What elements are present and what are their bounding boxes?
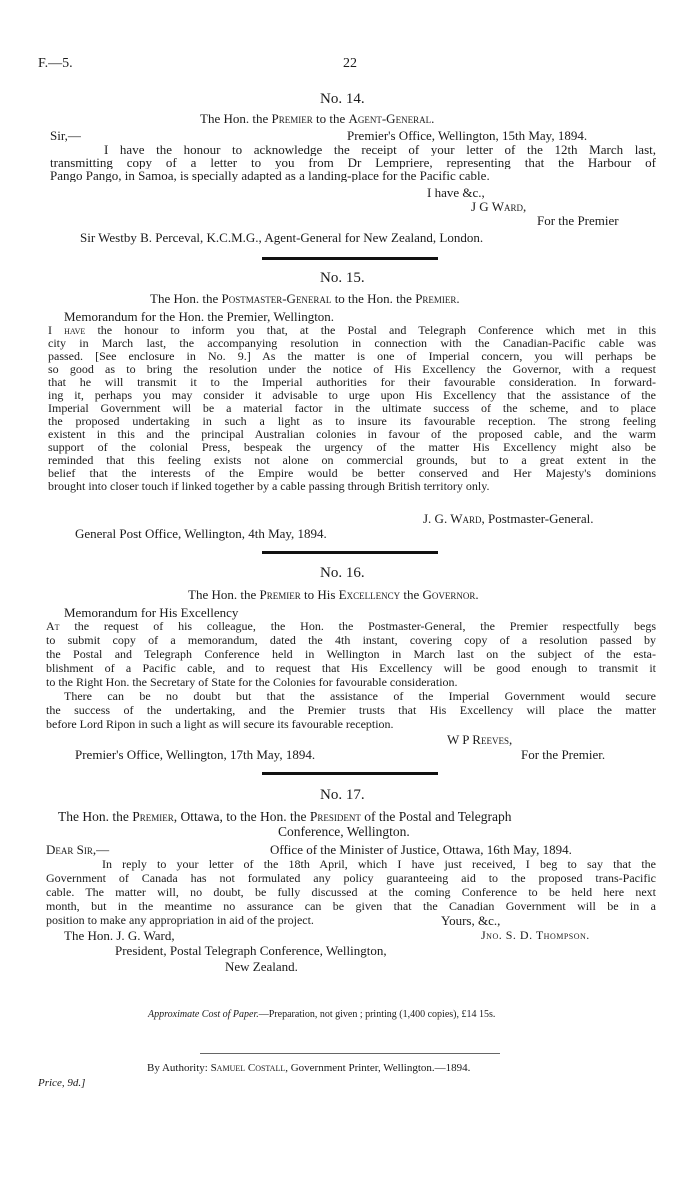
body-first-word: I have bbox=[48, 324, 86, 337]
letter-15-signature-role: Postmaster-General. bbox=[487, 511, 594, 526]
body-line: Imperial Government will be a material factor in the ultimate success of the scheme, and to place bbox=[48, 402, 656, 415]
body-line: existent in this and the principal Australian colonies in favour of the proposed cable, and the warm bbox=[48, 428, 656, 441]
cost-text: —Preparation, not given ; printing (1,400 copies), £14 15s. bbox=[258, 1009, 496, 1020]
letter-16-signature-role: For the Premier. bbox=[521, 747, 606, 762]
letter-17-title bbox=[58, 810, 512, 824]
letter-17-addressee-1: The Hon. J. G. Ward, bbox=[64, 928, 175, 943]
letter-14-body bbox=[50, 143, 656, 182]
letter-15-title bbox=[150, 292, 460, 306]
title-text: to the Hon. the bbox=[334, 291, 412, 306]
section-divider bbox=[262, 257, 438, 260]
body-line: to submit copy of a memorandum, dated the 4th instant, covering copy of a resolution passed by bbox=[46, 634, 656, 647]
title-to: Premier. bbox=[415, 291, 460, 306]
letter-17-salutation: Dear Sir,— bbox=[46, 842, 110, 857]
letter-17-body bbox=[46, 858, 656, 928]
letter-15-signature-line bbox=[423, 512, 594, 526]
letter-16-number: No. 16. bbox=[320, 565, 365, 581]
letter-14-place-date: Premier's Office, Wellington, 15th May, 1894. bbox=[347, 128, 588, 143]
title-text: to the bbox=[315, 111, 346, 126]
title-text: The Hon. the bbox=[200, 111, 269, 126]
authority-label: By Authority: bbox=[147, 1062, 208, 1074]
letter-17-signature: Jno. S. D. Thompson. bbox=[481, 928, 590, 942]
title-to: Excellency bbox=[338, 587, 401, 602]
body-line: ing it, perhaps you may consider it advisable to urge upon His Excellency that the assistance of the bbox=[48, 389, 656, 402]
body-line bbox=[46, 620, 656, 634]
letter-17-title-line-2: Conference, Wellington. bbox=[278, 824, 410, 839]
section-divider bbox=[262, 551, 438, 554]
footer-divider bbox=[200, 1053, 500, 1054]
body-line: belief that the interests of the Empire would be better conserved and Her Majesty's dominions bbox=[48, 467, 656, 480]
letter-14-salutation: Sir,— bbox=[50, 128, 81, 143]
title-to: Governor. bbox=[422, 587, 479, 602]
body-line: that he will transmit it to the Imperial authorities for their favourable consideration. In forward- bbox=[48, 376, 656, 389]
body-text: the honour to inform you that, at the Postal and Telegraph Conference which met in this bbox=[97, 324, 656, 337]
title-text: to His bbox=[303, 587, 336, 602]
letter-17-number: No. 17. bbox=[320, 787, 365, 803]
body-line: cable. The matter will, no doubt, be fully discussed at the coming Conference to be held here next bbox=[46, 886, 656, 899]
letter-14-title bbox=[200, 112, 434, 126]
body-line: blishment of a Pacific cable, and to request that His Excellency will be good enough to transmit it bbox=[46, 662, 656, 675]
letter-14-signature: J G Ward, bbox=[471, 199, 527, 214]
cost-of-paper bbox=[148, 1009, 495, 1021]
title-text: The Hon. the bbox=[58, 809, 129, 824]
body-line: brought into closer touch if linked together by a cable passing through British territory only. bbox=[48, 480, 490, 493]
letter-16-place-date: Premier's Office, Wellington, 17th May, 1894. bbox=[75, 747, 316, 762]
title-text: the bbox=[403, 587, 420, 602]
body-line: to the Right Hon. the Secretary of State for the Colonies for favourable consideration. bbox=[46, 676, 458, 689]
price: Price, 9d.] bbox=[38, 1077, 86, 1089]
letter-14-number: No. 14. bbox=[320, 91, 365, 107]
body-line: Government of Canada has not formulated any policy guaranteeing aid to the proposed trans-Pacific bbox=[46, 872, 656, 885]
body-line bbox=[48, 324, 656, 337]
title-from: Premier bbox=[271, 111, 313, 126]
letter-15-body bbox=[48, 324, 656, 493]
title-from: Premier bbox=[259, 587, 301, 602]
letter-15-number: No. 15. bbox=[320, 270, 365, 286]
title-text: The Hon. the bbox=[150, 291, 219, 306]
letter-17-addressee-3: New Zealand. bbox=[225, 959, 298, 974]
printer-authority bbox=[147, 1062, 470, 1074]
cost-label: Approximate Cost of Paper. bbox=[148, 1009, 259, 1020]
body-line: There can be no doubt but that the assistance of the Imperial Government would secure bbox=[64, 690, 656, 703]
body-first-word: At bbox=[46, 620, 60, 633]
body-line: In reply to your letter of the 18th April, which I have just received, I beg to say that the bbox=[102, 858, 656, 871]
body-line: before Lord Ripon in such a light as will secure its favourable reception. bbox=[46, 718, 394, 731]
body-line: the success of the undertaking, and the Premier trusts that His Excellency will place the matter bbox=[46, 704, 656, 717]
letter-14-closing: I have &c., bbox=[427, 185, 485, 200]
body-text: the request of his colleague, the Hon. the Postmaster-General, the Premier respectfully begs bbox=[74, 620, 656, 633]
body-line: the proposed undertaking in such a light as to insure its favourable reception. The strong feeling bbox=[48, 415, 656, 428]
authority-text: Government Printer, Wellington.—1894. bbox=[290, 1062, 471, 1074]
letter-15-memo: Memorandum for the Hon. the Premier, Wellington. bbox=[64, 309, 335, 324]
section-divider bbox=[262, 772, 438, 775]
letter-17-closing: Yours, &c., bbox=[441, 913, 501, 928]
body-line: Pango Pango, in Samoa, is specially adapted as a landing-place for the Pacific cable. bbox=[50, 169, 490, 182]
letter-14-signature-role: For the Premier bbox=[537, 213, 619, 228]
document-reference: F.—5. bbox=[38, 56, 73, 71]
title-text: of the Postal and Telegraph bbox=[364, 809, 512, 824]
title-from: Premier, bbox=[132, 809, 178, 824]
letter-16-body bbox=[46, 620, 656, 732]
body-line: the Postal and Telegraph Conference held in Wellington in March last on the subject of the esta- bbox=[46, 648, 656, 661]
letter-15-signature: J. G. Ward, bbox=[423, 511, 485, 526]
letter-17-place-date: Office of the Minister of Justice, Ottawa, 16th May, 1894. bbox=[270, 842, 572, 857]
title-to: President bbox=[309, 809, 361, 824]
letter-15-place-date: General Post Office, Wellington, 4th May, 1894. bbox=[75, 526, 327, 541]
title-from: Postmaster-General bbox=[221, 291, 332, 306]
body-line: passed. [See enclosure in No. 9.] As the matter is one of Imperial concern, you will perhaps be bbox=[48, 350, 656, 363]
body-line: city in March last, the accompanying resolution in connection with the Canadian-Pacific cable was bbox=[48, 337, 656, 350]
body-line: reminded that this feeling exists not alone on commercial grounds, but to a great extent in the bbox=[48, 454, 656, 467]
title-text: Ottawa, to the Hon. the bbox=[180, 809, 307, 824]
letter-16-signature: W P Reeves, bbox=[447, 732, 513, 747]
page-number: 22 bbox=[343, 56, 357, 71]
title-to: Agent-General. bbox=[348, 111, 435, 126]
letter-16-memo: Memorandum for His Excellency bbox=[64, 605, 239, 620]
letter-16-title bbox=[188, 588, 479, 602]
body-line: so good as to bring the resolution under the notice of His Excellency the Governor, with a request bbox=[48, 363, 656, 376]
title-text: The Hon. the bbox=[188, 587, 257, 602]
body-line: support of the colonial Press, bespeak the urgency of the matter His Excellency might also be bbox=[48, 441, 656, 454]
body-line: I have the honour to acknowledge the receipt of your letter of the 12th March last, bbox=[104, 143, 656, 156]
letter-14-addressee: Sir Westby B. Perceval, K.C.M.G., Agent-General for New Zealand, London. bbox=[80, 230, 484, 245]
printer-name: Samuel Costall, bbox=[210, 1062, 288, 1074]
body-line: transmitting copy of a letter to you from Dr Lempriere, representing that the Harbour of bbox=[50, 156, 656, 169]
body-line: position to make any appropriation in aid of the project. bbox=[46, 914, 314, 927]
letter-17-addressee-2: President, Postal Telegraph Conference, Wellington, bbox=[115, 943, 387, 958]
body-line: month, but in the meantime no assurance can be given that the Canadian Government will be in a bbox=[46, 900, 656, 913]
